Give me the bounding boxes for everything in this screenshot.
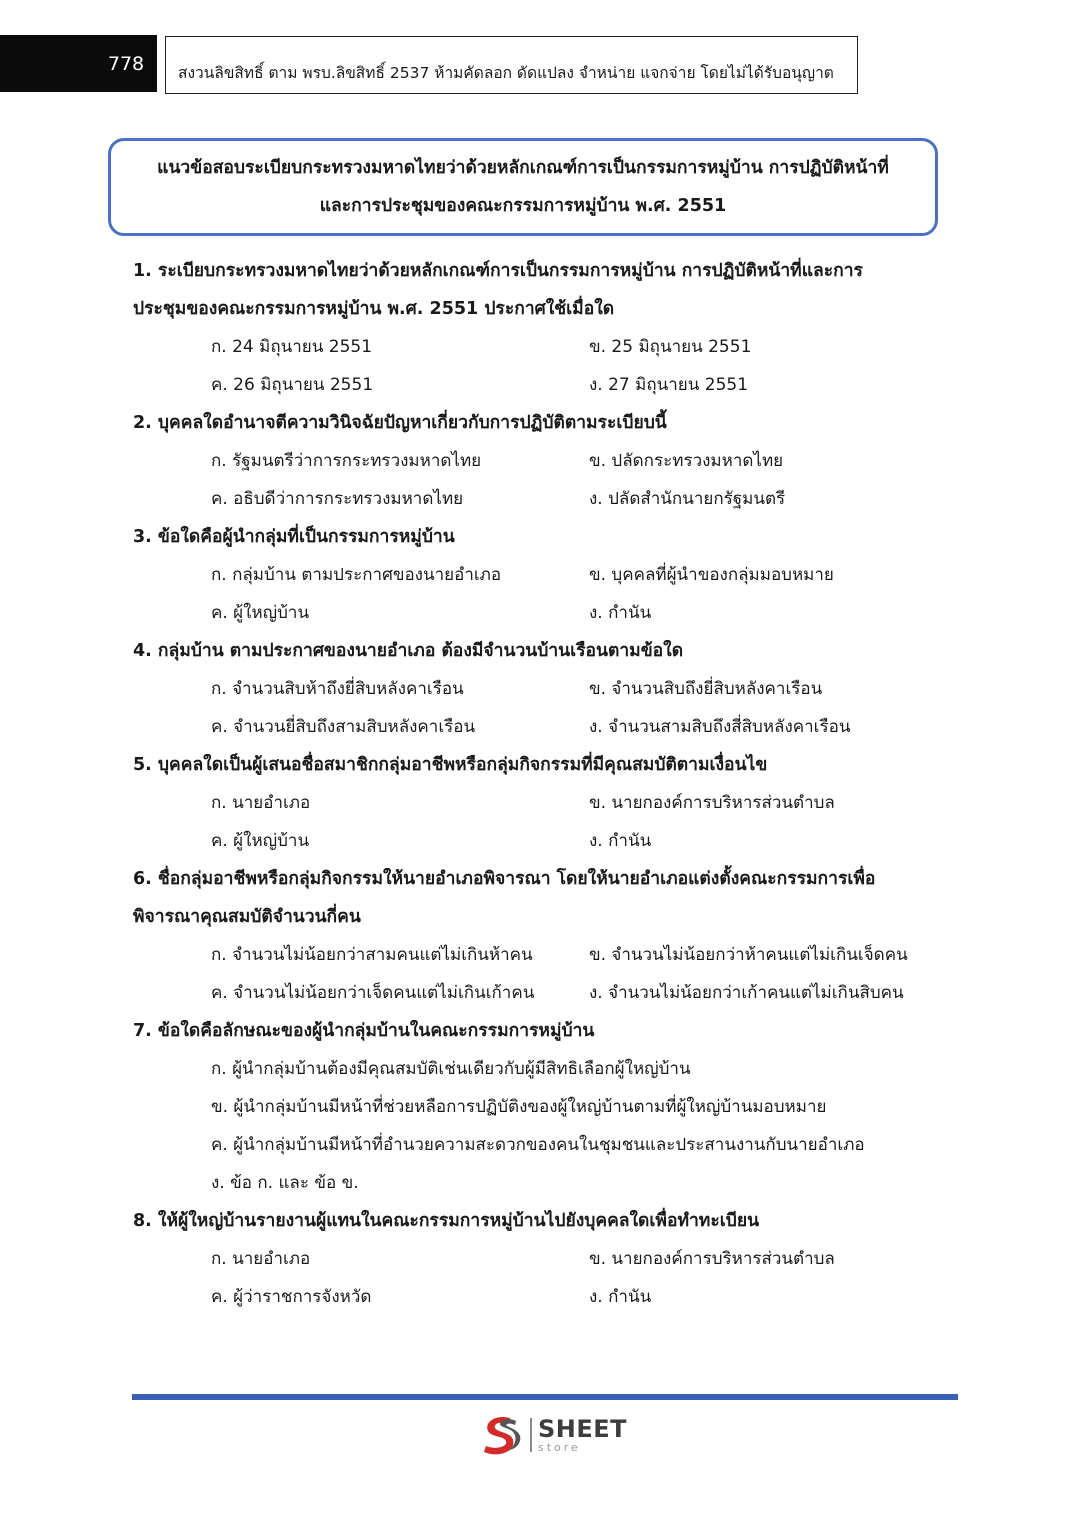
answer-option: ค. ผู้ว่าราชการจังหวัด (211, 1287, 372, 1307)
answer-option: ข. บุคคลที่ผู้นำของกลุ่มมอบหมาย (589, 565, 834, 585)
answer-option: ข. นายกองค์การบริหารส่วนตำบล (589, 793, 835, 813)
option-row (133, 366, 963, 404)
question-item (133, 1202, 963, 1316)
logo-sheet-word: SHEET (538, 1415, 628, 1443)
option-row (133, 442, 963, 480)
answer-option: ค. อธิบดีว่าการกระทรวงมหาดไทย (211, 489, 464, 509)
option-row (133, 784, 963, 822)
option-row (133, 480, 963, 518)
question-item (133, 518, 963, 632)
answer-option: ก. นายอำเภอ (211, 793, 311, 813)
option-row (133, 670, 963, 708)
option-row (133, 822, 963, 860)
question-item (133, 1012, 963, 1202)
question-text: 6. ชื่อกลุ่มอาชีพหรือกลุ่มกิจกรรมให้นายอำเภอพิจารณา โดยให้นายอำเภอแต่งตั้งคณะกรรมการเพื่อ (133, 869, 876, 889)
answer-option: ข. 25 มิถุนายน 2551 (589, 337, 752, 357)
answer-option: ข. ปลัดกระทรวงมหาดไทย (589, 451, 784, 471)
sheet-store-s-icon (478, 1412, 524, 1458)
question-text: 2. บุคคลใดอำนาจตีความวินิจฉัยปัญหาเกี่ยวกับการปฏิบัติตามระเบียบนี้ (133, 413, 667, 433)
section-title-box (108, 138, 938, 236)
answer-option: ค. ผู้ใหญ่บ้าน (211, 603, 310, 623)
question-item (133, 252, 963, 404)
question-text: 3. ข้อใดคือผู้นำกลุ่มที่เป็นกรรมการหมู่บ้าน (133, 527, 455, 547)
question-text: 5. บุคคลใดเป็นผู้เสนอชื่อสมาชิกกลุ่มอาชีพหรือกลุ่มกิจกรรมที่มีคุณสมบัติตามเงื่อนไข (133, 755, 768, 775)
answer-option: ง. กำนัน (589, 831, 652, 851)
logo-text (538, 1417, 627, 1453)
option-row (133, 974, 963, 1012)
question-text: 4. กลุ่มบ้าน ตามประกาศของนายอำเภอ ต้องมีจำนวนบ้านเรือนตามข้อใด (133, 641, 684, 661)
answer-option: ก. กลุ่มบ้าน ตามประกาศของนายอำเภอ (211, 565, 502, 585)
option-row (133, 1126, 963, 1164)
question-item (133, 746, 963, 860)
answer-option: ง. กำนัน (589, 1287, 652, 1307)
option-row (133, 708, 963, 746)
answer-option: ค. จำนวนยี่สิบถึงสามสิบหลังคาเรือน (211, 717, 476, 737)
answer-option: ค. ผู้ใหญ่บ้าน (211, 831, 310, 851)
answer-option: ข. จำนวนไม่น้อยกว่าห้าคนแต่ไม่เกินเจ็ดคน (589, 945, 908, 965)
option-row (133, 1240, 963, 1278)
section-title-line-2: และการประชุมของคณะกรรมการหมู่บ้าน พ.ศ. 2551 (319, 196, 727, 216)
answer-option: ง. กำนัน (589, 603, 652, 623)
answer-option: ง. จำนวนไม่น้อยกว่าเก้าคนแต่ไม่เกินสิบคน (589, 983, 904, 1003)
footer-rule (132, 1394, 958, 1400)
answer-option: ง. ข้อ ก. และ ข้อ ข. (211, 1173, 359, 1193)
answer-option: ง. ปลัดสำนักนายกรัฐมนตรี (589, 489, 786, 509)
answer-option: ก. จำนวนไม่น้อยกว่าสามคนแต่ไม่เกินห้าคน (211, 945, 533, 965)
option-row (133, 328, 963, 366)
answer-option: ข. จำนวนสิบถึงยี่สิบหลังคาเรือน (589, 679, 823, 699)
question-item (133, 860, 963, 1012)
option-row (133, 1278, 963, 1316)
answer-option: ก. นายอำเภอ (211, 1249, 311, 1269)
answer-option: ก. 24 มิถุนายน 2551 (211, 337, 373, 357)
answer-option: ก. จำนวนสิบห้าถึงยี่สิบหลังคาเรือน (211, 679, 464, 699)
sheet-store-logo (478, 1412, 627, 1458)
question-list (133, 252, 963, 1316)
copyright-text: สงวนลิขสิทธิ์ ตาม พรบ.ลิขสิทธิ์ 2537 ห้ามคัดลอก ดัดแปลง จำหน่าย แจกจ่าย โดยไม่ได้รับอนุญาต (178, 63, 834, 82)
logo-separator (530, 1418, 532, 1452)
option-row (133, 1164, 963, 1202)
copyright-notice (165, 36, 858, 94)
question-text: 7. ข้อใดคือลักษณะของผู้นำกลุ่มบ้านในคณะกรรมการหมู่บ้าน (133, 1021, 595, 1041)
answer-option: ข. ผู้นำกลุ่มบ้านมีหน้าที่ช่วยหลือการปฏิบัติงของผู้ใหญ่บ้านตามที่ผู้ใหญ่บ้านมอบหมาย (211, 1097, 827, 1117)
question-text: 1. ระเบียบกระทรวงมหาดไทยว่าด้วยหลักเกณฑ์การเป็นกรรมการหมู่บ้าน การปฏิบัติหน้าที่และการ (133, 261, 863, 281)
answer-option: ข. นายกองค์การบริหารส่วนตำบล (589, 1249, 835, 1269)
page-number: 778 (107, 52, 145, 75)
answer-option: ง. 27 มิถุนายน 2551 (589, 375, 749, 395)
answer-option: ก. รัฐมนตรีว่าการกระทรวงมหาดไทย (211, 451, 482, 471)
question-text: พิจารณาคุณสมบัติจำนวนกี่คน (133, 907, 361, 927)
answer-option: ง. จำนวนสามสิบถึงสี่สิบหลังคาเรือน (589, 717, 851, 737)
answer-option: ค. ผู้นำกลุ่มบ้านมีหน้าที่อำนวยความสะดวกของคนในชุมชนและประสานงานกับนายอำเภอ (211, 1135, 865, 1155)
answer-option: ค. 26 มิถุนายน 2551 (211, 375, 374, 395)
logo-store-word: store (538, 1441, 581, 1454)
option-row (133, 1050, 963, 1088)
answer-option: ค. จำนวนไม่น้อยกว่าเจ็ดคนแต่ไม่เกินเก้าคน (211, 983, 535, 1003)
answer-option: ก. ผู้นำกลุ่มบ้านต้องมีคุณสมบัติเช่นเดียวกับผู้มีสิทธิเลือกผู้ใหญ่บ้าน (211, 1059, 691, 1079)
option-row (133, 936, 963, 974)
section-title-line-1: แนวข้อสอบระเบียบกระทรวงมหาดไทยว่าด้วยหลักเกณฑ์การเป็นกรรมการหมู่บ้าน การปฏิบัติหน้าที่ (157, 158, 889, 178)
option-row (133, 594, 963, 632)
question-item (133, 404, 963, 518)
question-text: 8. ให้ผู้ใหญ่บ้านรายงานผู้แทนในคณะกรรมการหมู่บ้านไปยังบุคคลใดเพื่อทำทะเบียน (133, 1211, 760, 1231)
question-text: ประชุมของคณะกรรมการหมู่บ้าน พ.ศ. 2551 ประกาศใช้เมื่อใด (133, 299, 615, 319)
question-item (133, 632, 963, 746)
page-number-box (0, 35, 157, 92)
option-row (133, 1088, 963, 1126)
option-row (133, 556, 963, 594)
